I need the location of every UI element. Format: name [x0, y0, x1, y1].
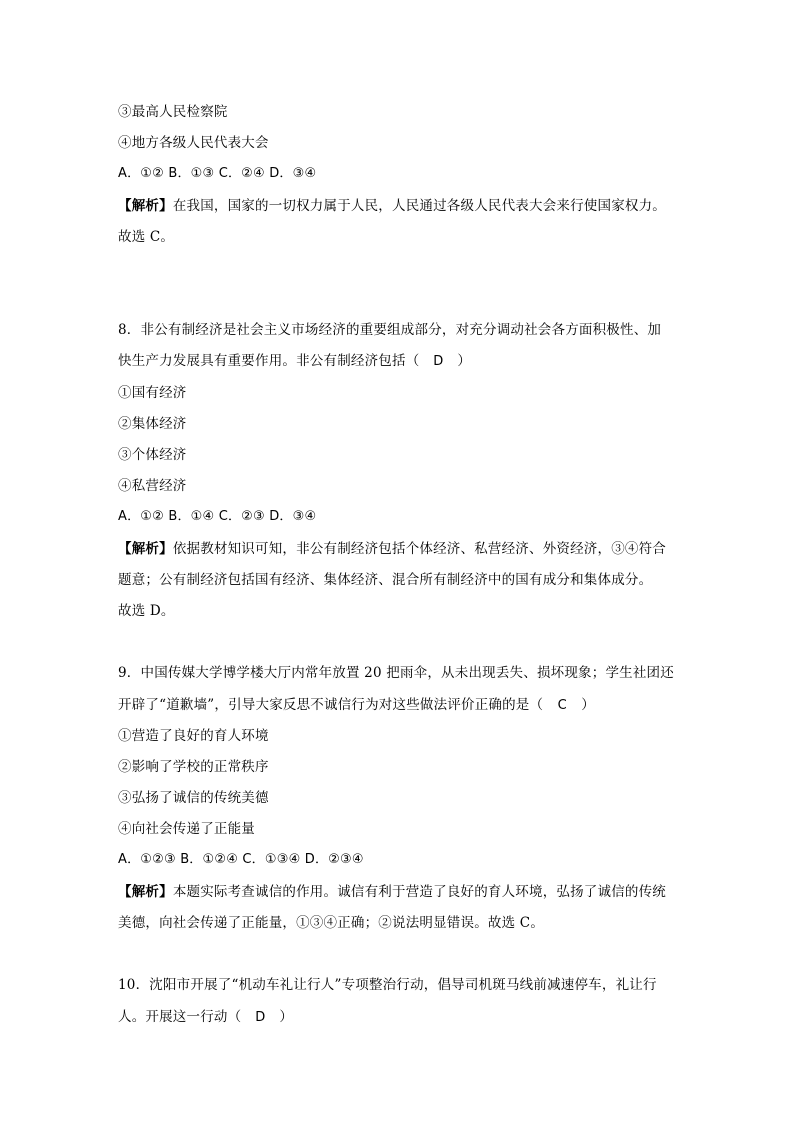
q8-option-4: ④私营经济: [118, 478, 187, 494]
q10-stem-pre: 人。开展这一行动（: [118, 1009, 242, 1025]
q9-answer: C: [557, 698, 567, 713]
q8-analysis-text: 依据教材知识可知，非公有制经济包括个体经济、私营经济、外资经济，③④符合: [172, 541, 667, 557]
q10-stem-post: ）: [279, 1009, 294, 1025]
q10-stem-line1: 10．沈阳市开展了“机动车礼让行人”专项整治行动，倡导司机斑马线前减速停车，礼让行: [118, 977, 657, 993]
q9-stem-post: ）: [581, 697, 595, 713]
q9-choices: A．①②③ B．①②④ C．①③④ D．②③④: [118, 852, 364, 867]
q9-analysis-line1: [118, 883, 688, 901]
q8-stem-line1: 8．非公有制经济是社会主义市场经济的重要组成部分，对充分调动社会各方面积极性、加: [118, 322, 662, 338]
q7-option-3: ③最高人民检察院: [118, 104, 228, 120]
q8-choices: A．①② B．①④ C．②③ D．③④: [118, 509, 317, 524]
q8-analysis-tag: 【解析】: [118, 541, 173, 557]
q9-option-3: ③弘扬了诚信的传统美德: [118, 790, 269, 806]
q9-option-1: ①营造了良好的育人环境: [118, 728, 269, 744]
q9-analysis-text: 本题实际考查诚信的作用。诚信有利于营造了良好的育人环境，弘扬了诚信的传统: [172, 884, 667, 900]
q10-stem-line2: [118, 1008, 688, 1027]
q9-stem-line2: [118, 696, 688, 715]
q8-option-2: ②集体经济: [118, 416, 187, 432]
q9-stem-line1: 9．中国传媒大学博学楼大厅内常年放置 20 把雨伞，从未出现丢失、损坏现象；学生社团还: [118, 665, 674, 681]
q8-stem-pre: 快生产力发展具有重要作用。非公有制经济包括（: [118, 353, 420, 369]
q8-analysis-line2: 题意；公有制经济包括国有经济、集体经济、混合所有制经济中的国有成分和集体成分。: [118, 572, 653, 588]
q10-answer: D: [255, 1010, 266, 1025]
q9-stem-pre: 开辟了“道歉墙”，引导大家反思不诚信行为对这些做法评价正确的是（: [118, 697, 544, 713]
q7-option-4: ④地方各级人民代表大会: [118, 135, 269, 151]
q8-analysis-line3: 故选 D。: [118, 603, 175, 619]
q9-analysis-tag: 【解析】: [118, 884, 173, 900]
q8-option-3: ③个体经济: [118, 447, 187, 463]
q8-answer: D: [433, 354, 444, 369]
q7-analysis-tag: 【解析】: [118, 198, 173, 214]
q7-analysis-line2: 故选 C。: [118, 229, 175, 245]
q9-option-4: ④向社会传递了正能量: [118, 821, 255, 837]
q7-choices: A．①② B．①③ C．②④ D．③④: [118, 166, 317, 181]
q8-stem-post: ）: [457, 353, 472, 369]
q9-analysis-line2: 美德，向社会传递了正能量，①③④正确；②说法明显错误。故选 C。: [118, 915, 545, 931]
q8-stem-line2: [118, 352, 688, 371]
q8-option-1: ①国有经济: [118, 385, 187, 401]
q7-analysis-text: 在我国，国家的一切权力属于人民，人民通过各级人民代表大会来行使国家权力。: [172, 198, 667, 214]
q9-option-2: ②影响了学校的正常秩序: [118, 759, 269, 775]
q7-analysis-line1: [118, 197, 688, 215]
q8-analysis-line1: [118, 540, 688, 558]
